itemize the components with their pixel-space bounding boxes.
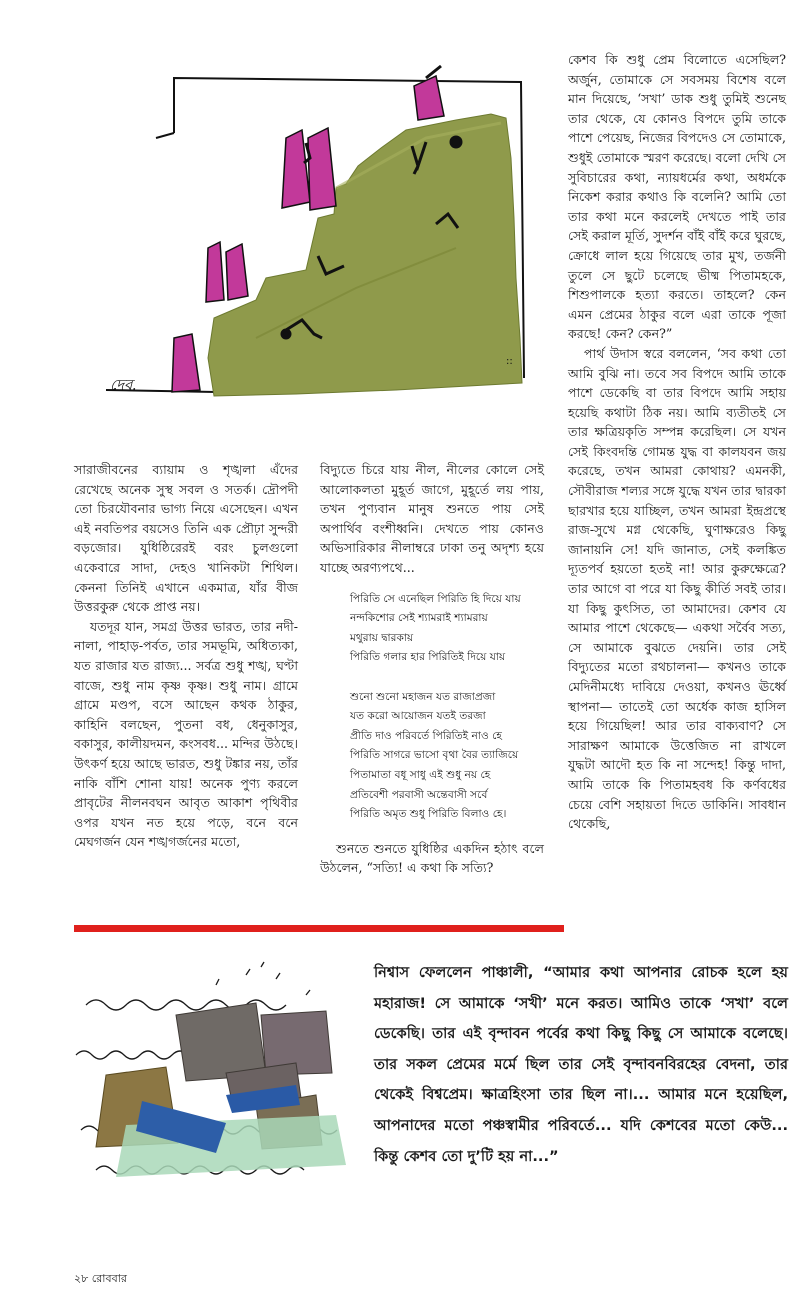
poem-line: পিরিতি গলার হার পিরিতিই দিয়ে যায়: [350, 651, 506, 664]
svg-text:::: ::: [506, 356, 513, 367]
column-left: [74, 460, 298, 852]
column-right: [568, 50, 786, 834]
poem-line: মথুরায় দ্বারকায়: [350, 631, 414, 644]
poem-line: নন্দকিশোর সেই শ্যামরাই শ্যামরায়: [350, 612, 488, 625]
poem-line: পিরিতি সে এনেছিল পিরিতি হি দিয়ে যায়: [350, 592, 521, 605]
paragraph: কেশব কি শুধু প্রেম বিলোতে এসেছিল? অর্জুন, তোমাকে সে সবসময় বিশেষ বলে মান দিয়েছে, ‘সখা’ ডাক শুধু তুমিই শুনেছ তার থেকে, যে কোনও বিপদে তুমি তাকে পাশে পেয়েছ, নিজের বিপদেও সে তোমাকে, শুধুই তোমাকে স্মরণ করেছে। বলো দেখি সে সুবিচারের কথা, ন্যায়ধর্মের কথা, অধর্মকে নিকেশ করার কথাও কি বলেনি? আমি তো তার কথা মনে করলেই দেখতে পাই তার সেই করাল মূর্তি, সুদর্শন বাঁই বাঁই করে ঘুরছে, ক্রোধে লাল হয়ে গিয়েছে তার মুখ, তর্জনী তুলে সে ছুটে চলেছে ভীষ্ম পিতামহকে, শিশুপালকে হত্যা করতে। তাহলে? কেন এমন প্রেমের ঠাকুর বলে এরা তাকে পূজা করছে! কেন? কেন?”: [568, 52, 786, 342]
collage-illustration-bottom: [66, 955, 356, 1195]
highlighted-quote: নিশ্বাস ফেললেন পাঞ্চালী, “আমার কথা আপনার রোচক হলে হয় মহারাজ! সে আমাকে ‘সখী’ মনে করত। আমিও তাকে ‘সখা’ বলে ডেকেছি। তার এই বৃন্দাবন পর্বের কথা কিছু কিছু সে আমাকে বলেছে। তার সকল প্রেমের মর্মে ছিল তার সেই বৃন্দাবনবিরহের বেদনা, তার থেকেই বিশ্বপ্রেম। ক্ষাত্রহিংসা তার ছিল না।... আমার মনে হয়েছিল, আপনাদের মতো পঞ্চস্বামীর পরিবর্তে... যদি কেশবের মতো কেউ... কিন্তু কেশব তো দু’টি হয় না...”: [374, 964, 788, 1165]
paragraph: যতদূর যান, সমগ্র উত্তর ভারত, তার নদী-নালা, পাহাড়-পর্বত, তার সমভূমি, অধিত্যকা, যত রাজার যত রাজ্য... সর্বত্র শুধু শঙ্খ, ঘণ্টা বাজে, শুধু নাম কৃষ্ণ কৃষ্ণ। শুধু নাম। গ্রামে গ্রামে মণ্ডপ, বসে আছেন কথক ঠাকুর, কাহিনি বলছেন, পুতনা বধ, ধেনুকাসুর, বকাসুর, কালীয়দমন, কংসবধ... মন্দির উঠছে। উৎকর্ণ হয়ে আছে ভারত, শুধু টঙ্কার নয়, তাঁর নাকি বাঁশি শোনা যায়! অনেক পুণ্য করলে প্রাবৃটের নীলনবঘন আবৃত আকাশ পৃথিবীর ওপর যখন নত হয়ে পড়ে, বনে বনে মেঘগর্জন যেন শঙ্খগর্জনের মতো,: [74, 618, 298, 850]
paper-pieces: [96, 1003, 346, 1177]
collage-illustration-top: [96, 38, 546, 438]
poem-line: পিরিতি অমৃত শুধু পিরিতি বিলাও হে।: [350, 808, 507, 821]
green-torn-paper: [208, 114, 522, 396]
artist-signature: দেব.: [110, 376, 138, 394]
poem-verse: [350, 590, 544, 825]
page-footer: ২৮ রোববার: [74, 1272, 127, 1285]
red-divider: [74, 925, 564, 932]
poem-line: প্রীতি দাও পরিবর্তে পিরিতিই নাও হে: [350, 729, 502, 742]
paragraph: বিদ্যুতে চিরে যায় নীল, নীলের কোলে সেই আলোকলতা মুহূর্ত জাগে, মুহূর্তে লয় পায়, তখন পুণ্যবান মানুষ শুনতে পায় সেই অপার্থিব বংশীধ্বনি। দেখতে পায় কোনও অভিসারিকার নীলাম্বরে ঢাকা তনু অদৃশ্য হয়ে যাচ্ছে অরণ্যপথে...: [320, 462, 544, 575]
paragraph: শুনতে শুনতে যুধিষ্ঠির একদিন হঠাৎ বলে উঠলেন, “সত্যি! এ কথা কি সত্যি?: [320, 840, 544, 876]
poem-line: যত করো আয়োজন যতই তরজা: [350, 710, 486, 723]
paragraph: সারাজীবনের ব্যায়াম ও শৃঙ্খলা এঁদের রেখেছে অনেক সুস্থ সবল ও সতর্ক। দ্রৌপদী তো চিরযৌবনার ভাগ্য নিয়ে এসেছেন। এখন এই নবতিপর বয়সেও তিনি এক প্রৌঢ়া সুন্দরী বড়জোর। যুধিষ্ঠিরেরই বরং চুলগুলো একেবারে সাদা, দেহও খানিকটা শিথিল। কেননা তিনিই এখানে একমাত্র, যাঁর বীজ উত্তরকুরু থেকে প্রাপ্ত নয়।: [74, 462, 298, 615]
poem-line: শুনো শুনো মহাজন যত রাজাপ্রজা: [350, 690, 496, 703]
poem-line: পিরিতি সাগরে ভাসো বৃথা বৈর ত্যাজিয়ে: [350, 749, 519, 762]
poem-line: প্রতিবেশী পরবাসী অন্তেবাসী সর্বে: [350, 788, 488, 801]
poem-line: পিতামাতা বধূ সাধু এই শুধু নয় হে: [350, 768, 491, 781]
paragraph: পার্থ উদাস স্বরে বললেন, ‘সব কথা তো আমি বুঝি না। তবে সব বিপদে আমি তাকে পাশে ডেকেছি বা তার বিপদে আমি সহায় হয়েছি কথাটা ঠিক নয়। আমি ব্যতীতই সে তার ক্ষত্রিয়কৃতি সম্পন্ন করেছিল। সে যখন সেই কিংবদন্তি গোমন্ত যুদ্ধ বা কালযবন জয় করেছে, তখন আমরা কোথায়? এমনকী, সৌবীরাজ শল্যর সঙ্গে যুদ্ধে যখন তার দ্বারকা ছারখার হয়ে যাচ্ছিল, তখন আমরা ইন্দ্রপ্রস্থে রাজ-সুখে মগ্ন থেকেছি, ঘুণাক্ষরেও কিছু জানায়নি সে! যদি জানাত, সেই কলঙ্কিত দ্যূতপর্ব হয়তো হতই না! আর কুরুক্ষেত্রে? তার আগে বা পরে যা কিছু কীর্তি সবই তার। যা কিছু কুৎসিত, তা আমাদের। কেশব যে আমার পাশে থেকেছে— একথা সর্বৈব সত্য, সে আমাকে বুঝতে দেয়নি। তার সেই বিদ্যুতের মতো রথচালনা— কখনও তাকে মেদিনীমধ্যে দাবিয়ে দেওয়া, কখনও ঊর্ধ্বে স্থাপনা— তাতেই তো অর্ধেক কাজ হাসিল হয়ে গিয়েছিল! আর তার বাক্যবাণ? সে সারাক্ষণ আমাকে উত্তেজিত না রাখলে যুদ্ধটা আদৌ হত কি না সন্দেহ! কিন্তু দাদা, আমি তাকে কি পিতামহবধ কি কর্ণবধের চেয়ে বেশি সহায়তা দিতে ডাকিনি। সাবধান থেকেছি,: [568, 345, 786, 832]
column-middle: [320, 460, 544, 878]
